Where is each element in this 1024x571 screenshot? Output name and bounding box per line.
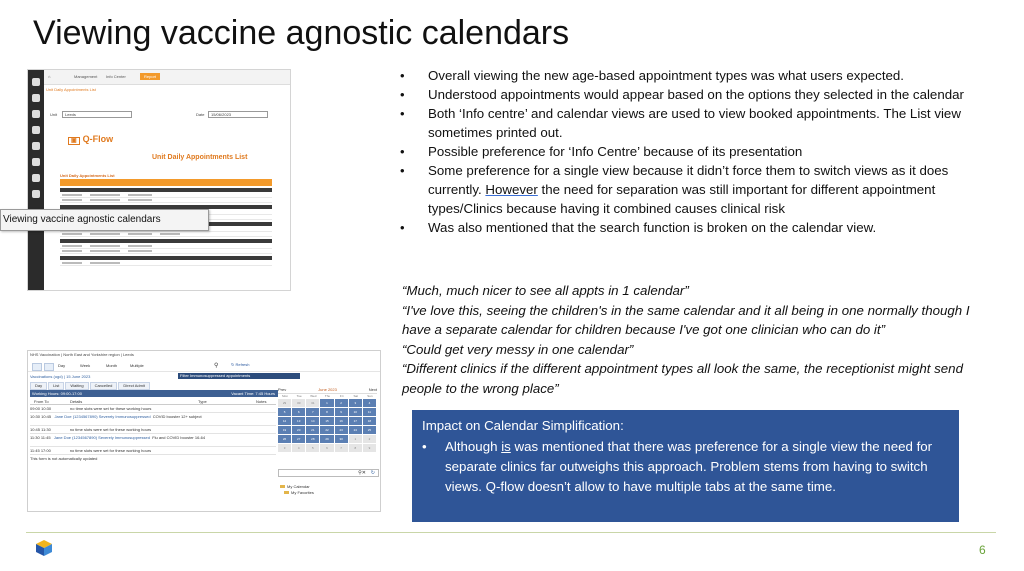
calendar-day[interactable]: 23 (335, 426, 348, 434)
print-icon[interactable] (32, 363, 42, 371)
calendar-day[interactable]: 22 (320, 426, 333, 434)
table-title: Unit Daily Appointments List (60, 173, 115, 178)
calendar-day[interactable]: 4 (363, 399, 376, 407)
col-notes: Notes (256, 399, 267, 404)
working-hours-banner (30, 390, 278, 397)
view-week-button[interactable]: Week (80, 363, 91, 368)
refresh-button[interactable] (231, 362, 249, 367)
calendar-breadcrumb[interactable]: NHS Vaccination | North East and Yorkshire region | Leeds (30, 352, 134, 357)
mini-calendar-month: June 2023 (318, 387, 337, 392)
calendar-day[interactable]: 19 (278, 426, 291, 434)
col-from-to: From To (34, 399, 49, 404)
calendar-day[interactable]: 9 (363, 444, 376, 452)
impact-item: • Although is was mentioned that there was preference for a single view the need for separate clinics far outweighs this approach. Problem stems from having to switch views. Q-flow doesn’t allow to have multiple tabs at the same time. (422, 437, 949, 497)
unit-value: Leeds (65, 112, 76, 117)
finding-item: • Some preference for a single view because it didn’t force them to switch views as it does currently. However the need for separation was still important for different appointment types/Clinics because having it combined causes clinical risk (400, 161, 990, 218)
calendar-day[interactable]: 30 (335, 435, 348, 443)
calendar-icon (32, 110, 40, 118)
tab-day[interactable]: Day (30, 382, 47, 390)
table-row[interactable]: 11:45 17:00 no time slots were set for these working hours (30, 447, 276, 455)
calendar-week (278, 435, 377, 443)
search-icon[interactable]: ⚲✕ (358, 470, 366, 476)
slide-title: Viewing vaccine agnostic calendars (33, 14, 570, 52)
mini-calendar (278, 387, 377, 453)
qflow-logo-text: Q-Flow (82, 134, 114, 144)
breadcrumb-report[interactable]: Report (140, 73, 160, 80)
people-icon (32, 126, 40, 134)
refresh-label: Refresh (235, 362, 250, 367)
table-row (60, 198, 272, 203)
table-row (60, 261, 272, 266)
calendar-day[interactable]: 13 (292, 417, 305, 425)
breadcrumb-info-center[interactable]: Info Center (106, 74, 126, 79)
calendar-day[interactable]: 20 (292, 426, 305, 434)
calendar-day[interactable]: 31 (306, 399, 319, 407)
calendar-day[interactable]: 21 (306, 426, 319, 434)
calendar-day[interactable]: 14 (306, 417, 319, 425)
gear-icon (32, 174, 40, 182)
view-day-button[interactable]: Day (58, 363, 66, 368)
weekday-names: Mon Tue Wed Thu Fri Sat Sun (282, 394, 373, 398)
tree-item-my-favorites[interactable]: My Favorites (280, 490, 314, 496)
calendar-tabs (30, 382, 276, 388)
calendar-day[interactable]: 3 (349, 399, 362, 407)
breadcrumb-management[interactable]: Management (74, 74, 98, 79)
table-section-band (60, 256, 272, 260)
finding-item: • Overall viewing the new age-based appointment types was what users expected. (400, 66, 990, 85)
appointment-grid (30, 399, 276, 462)
view-multiple-button[interactable]: Multiple (130, 363, 144, 368)
table-row[interactable]: 11:30 11:45 Jane Doe (1234567890) Severely Immunosuppressed Flu and COVID booster 16-64 (30, 434, 276, 447)
calendar-week (278, 426, 377, 434)
tooltip: Viewing vaccine agnostic calendars (0, 209, 209, 231)
qflow-logo: ▣ Q-Flow (68, 134, 113, 144)
calendar-day[interactable]: 7 (335, 444, 348, 452)
calendar-day[interactable]: 29 (278, 399, 291, 407)
cube-logo-icon (34, 539, 54, 557)
finding-item: • Was also mentioned that the search function is broken on the calendar view. (400, 218, 990, 237)
col-type: Type (198, 399, 207, 404)
tab-cancelled[interactable]: Cancelled (90, 382, 118, 390)
user-quotes (402, 281, 1002, 398)
calendar-day[interactable]: 12 (278, 417, 291, 425)
report-heading: Unit Daily Appointments List (152, 154, 248, 161)
calendar-day[interactable]: 6 (320, 444, 333, 452)
calendar-day[interactable]: 16 (335, 417, 348, 425)
qflow-list-screenshot (27, 69, 291, 291)
calendar-day[interactable]: 3 (278, 444, 291, 452)
calendar-day[interactable]: 28 (306, 435, 319, 443)
col-details: Details (70, 399, 83, 404)
calendar-day[interactable]: 24 (349, 426, 362, 434)
table-section-band (60, 239, 272, 243)
calendar-day[interactable]: 17 (349, 417, 362, 425)
folder-icon (280, 485, 285, 488)
quote: “Could get very messy in one calendar” (402, 341, 634, 357)
view-month-button[interactable]: Month (106, 363, 118, 368)
impact-heading: Impact on Calendar Simplification: (422, 418, 624, 433)
q-logo-icon (32, 78, 40, 86)
quote: “Different clinics if the different appointment types all look the same, the receptionist might send people to the wrong place” (402, 361, 963, 396)
calendar-day[interactable]: 2 (363, 435, 376, 443)
footnote: This form is not automatically updated (30, 456, 98, 461)
calendar-week (278, 417, 377, 425)
calendar-day[interactable]: 11 (363, 408, 376, 416)
calendar-day[interactable]: 2 (335, 399, 348, 407)
calendar-search-input[interactable] (278, 469, 379, 477)
calendar-day[interactable]: 1 (349, 435, 362, 443)
date-value: 15/06/2023 (211, 112, 232, 117)
search-icon[interactable]: ⚲ (214, 363, 219, 369)
footer-rule (26, 532, 996, 533)
tree-item-my-calendar[interactable]: My Calendar (280, 484, 314, 490)
prev-month-button[interactable]: Prev (278, 387, 287, 392)
calendar-day[interactable]: 8 (320, 408, 333, 416)
monitor-icon (32, 142, 40, 150)
chart-icon (32, 158, 40, 166)
table-row (60, 249, 272, 254)
working-hours: Working Hours: 09:00-17:00 (32, 391, 82, 396)
table-row[interactable]: 09:00 10:30 no time slots were set for these working hours (30, 405, 276, 413)
calendar-day[interactable]: 9 (335, 408, 348, 416)
tab-list[interactable]: List (48, 382, 64, 390)
table-row[interactable]: 10:30 10:45 Jane Doe (1234567890) Severely Immunosuppressed COVID booster 12+ subject (30, 413, 276, 426)
next-month-button[interactable]: Next (368, 387, 377, 392)
finding-item: • Possible preference for ‘Info Centre’ because of its presentation (400, 142, 990, 161)
report-filters (46, 110, 276, 124)
home-icon[interactable]: ⌂ (48, 74, 51, 79)
refresh-icon[interactable]: ↻ (370, 470, 375, 476)
tab-waiting[interactable]: Waiting (65, 382, 88, 390)
quote: “Much, much nicer to see all appts in 1 calendar” (402, 283, 689, 298)
calendar-day[interactable]: 1 (320, 399, 333, 407)
mini-calendar-header (278, 387, 377, 394)
tab-direct-admit[interactable]: Direct Admit (118, 382, 150, 390)
findings-list (400, 66, 990, 237)
folder-icon (284, 491, 289, 494)
calendar-day[interactable]: 5 (278, 408, 291, 416)
calendar-day[interactable]: 4 (292, 444, 305, 452)
calendar-week (278, 444, 377, 452)
calendar-week (278, 399, 377, 407)
unit-label: Unit (50, 112, 58, 117)
calendar-tree (280, 484, 314, 496)
report-subtitle: Unit Daily Appointments List (46, 87, 96, 92)
calendar-week (278, 408, 377, 416)
calendar-day[interactable]: 10 (349, 408, 362, 416)
page-number: 6 (979, 543, 986, 557)
table-row (60, 232, 272, 237)
quote: “I've love this, seeing the children's in the same calendar and it all being in one normally though I have a separate calendar for children because I've got one clinician who can do it” (402, 302, 970, 337)
calendar-day[interactable]: 15 (320, 417, 333, 425)
filter-button[interactable]: Filter Immunosuppressed appointments (178, 373, 300, 379)
calendar-day[interactable]: 30 (292, 399, 305, 407)
table-row[interactable]: 10:45 11:30 no time slots were set for these working hours (30, 426, 276, 434)
qflow-breadcrumb (44, 70, 290, 85)
calendar-day[interactable]: 8 (349, 444, 362, 452)
calendar-day[interactable]: 18 (363, 417, 376, 425)
calendar-date-header: Vaccinations (ogd) | 15 June 2023 (30, 374, 91, 379)
qflow-sidebar (28, 70, 44, 290)
table-header (60, 179, 272, 186)
calendar-day[interactable]: 26 (278, 435, 291, 443)
calendar-day[interactable]: 5 (306, 444, 319, 452)
user-icon (32, 94, 40, 102)
star-icon (32, 190, 40, 198)
calendar-toolbar (28, 361, 380, 372)
refresh-icon: ↻ (231, 362, 236, 367)
calendar-day[interactable]: 29 (320, 435, 333, 443)
vacant-time: Vacant Time: 7:45 Hours (231, 391, 275, 396)
table-section-band (60, 188, 272, 192)
calendar-day[interactable]: 6 (292, 408, 305, 416)
impact-box (412, 410, 959, 522)
calendar-screenshot (27, 350, 381, 512)
calendar-day[interactable]: 25 (363, 426, 376, 434)
calendar-day[interactable]: 7 (306, 408, 319, 416)
calendar-day[interactable]: 27 (292, 435, 305, 443)
date-label: Date (196, 112, 205, 117)
finding-item: • Both ‘Info centre’ and calendar views are used to view booked appointments. The List view sometimes printed out. (400, 104, 990, 142)
calendar-icon[interactable] (44, 363, 54, 371)
finding-item: • Understood appointments would appear based on the options they selected in the calendar (400, 85, 990, 104)
